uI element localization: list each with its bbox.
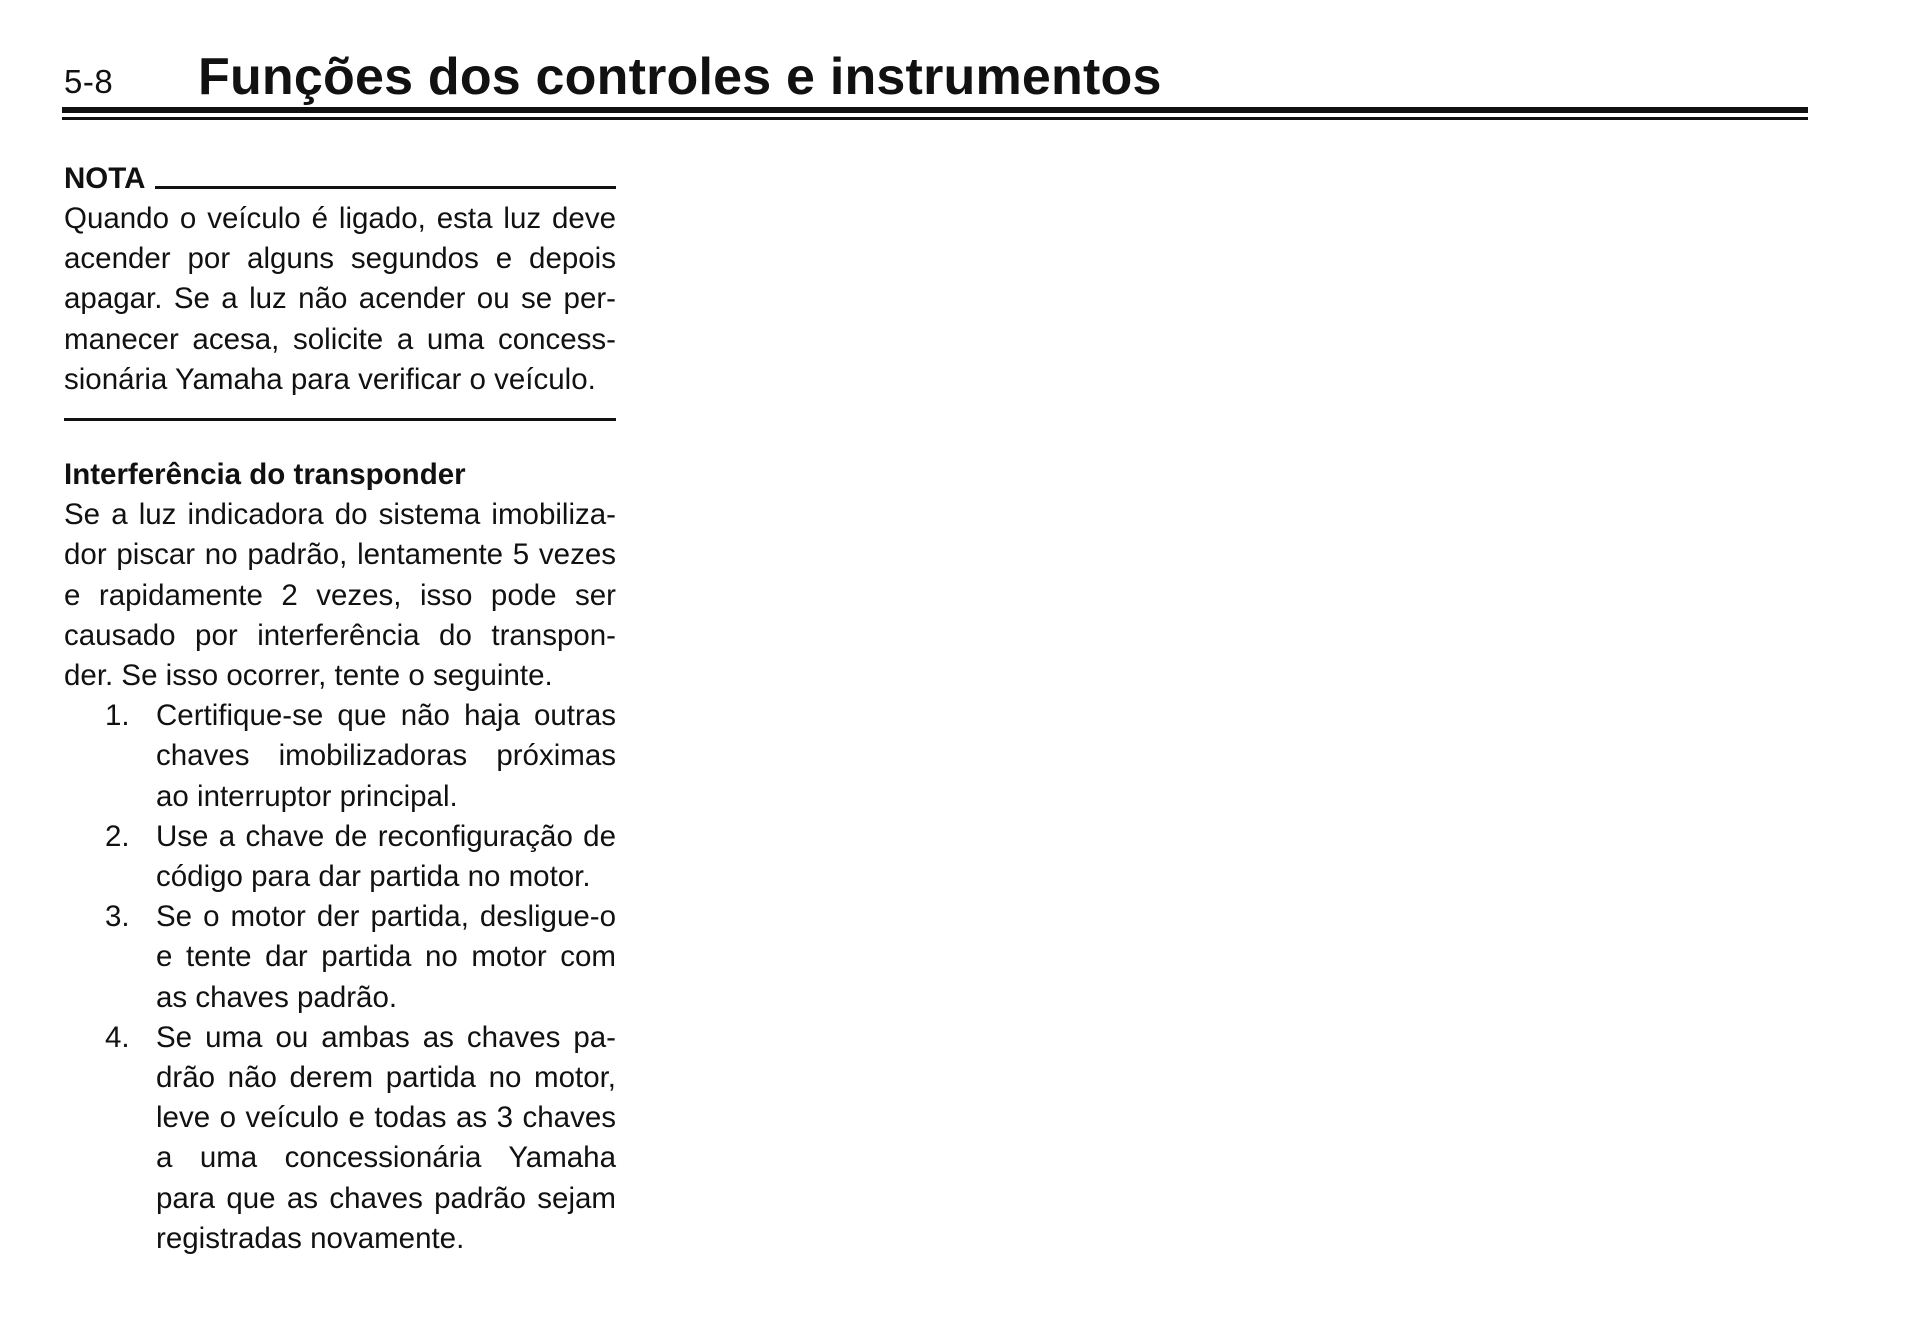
note-line: acender por alguns segundos e depois: [64, 242, 616, 276]
step-line: Use a chave de reconfiguração de: [156, 819, 616, 853]
note-heading-rule: [155, 186, 616, 189]
step-line: chaves imobilizadoras próximas: [156, 739, 616, 773]
note-body: [64, 199, 616, 400]
step-number: 3.: [105, 900, 130, 934]
header-rule-thin: [62, 117, 1808, 120]
note-label: NOTA: [64, 162, 146, 195]
step-text: [156, 696, 616, 817]
step-number: 4.: [105, 1020, 130, 1054]
text-column: [64, 155, 616, 1259]
step-item: [64, 897, 616, 1018]
intro-line: Se a luz indicadora do sistema imobiliza-: [64, 498, 616, 532]
step-line: código para dar partida no motor.: [156, 860, 591, 894]
page-number: 5-8: [64, 63, 114, 100]
step-line: drão não derem partida no motor,: [156, 1061, 616, 1095]
header-rule-thick: [62, 107, 1808, 113]
intro-line: dor piscar no padrão, lentamente 5 vezes: [64, 538, 616, 572]
step-line: Se uma ou ambas as chaves pa-: [156, 1020, 616, 1054]
intro-line: e rapidamente 2 vezes, isso pode ser: [64, 578, 616, 612]
note-heading: [64, 155, 616, 199]
steps-list: [64, 696, 616, 1259]
step-item: [64, 817, 616, 897]
step-line: Se o motor der partida, desligue-o: [156, 900, 616, 934]
step-item: [64, 696, 616, 817]
page-title: Funções dos controles e instrumentos: [198, 48, 1162, 106]
note-line: apagar. Se a luz não acender ou se per-: [64, 282, 616, 316]
note-line: sionária Yamaha para verificar o veículo.: [64, 362, 596, 396]
step-number: 2.: [105, 819, 130, 853]
section-intro: [64, 495, 616, 696]
step-line: ao interruptor principal.: [156, 779, 458, 813]
step-item: [64, 1018, 616, 1259]
step-line: e tente dar partida no motor com: [156, 940, 616, 974]
intro-line: causado por interferência do transpon-: [64, 618, 616, 652]
step-text: [156, 1018, 616, 1259]
step-number: 1.: [105, 699, 130, 733]
step-text: [156, 817, 616, 897]
note-line: manecer acesa, solicite a uma concess-: [64, 322, 616, 356]
step-line: registradas novamente.: [156, 1221, 465, 1255]
section-title: Interferência do transponder: [64, 458, 466, 492]
step-line: leve o veículo e todas as 3 chaves: [156, 1101, 616, 1135]
step-line: para que as chaves padrão sejam: [156, 1181, 616, 1215]
note-line: Quando o veículo é ligado, esta luz deve: [64, 202, 616, 235]
step-line: as chaves padrão.: [156, 980, 398, 1014]
note-end-rule: [64, 418, 616, 421]
step-line: Certifique-se que não haja outras: [156, 699, 616, 733]
step-text: [156, 897, 616, 1018]
step-line: a uma concessionária Yamaha: [156, 1141, 616, 1175]
intro-line: der. Se isso ocorrer, tente o seguinte.: [64, 659, 553, 693]
